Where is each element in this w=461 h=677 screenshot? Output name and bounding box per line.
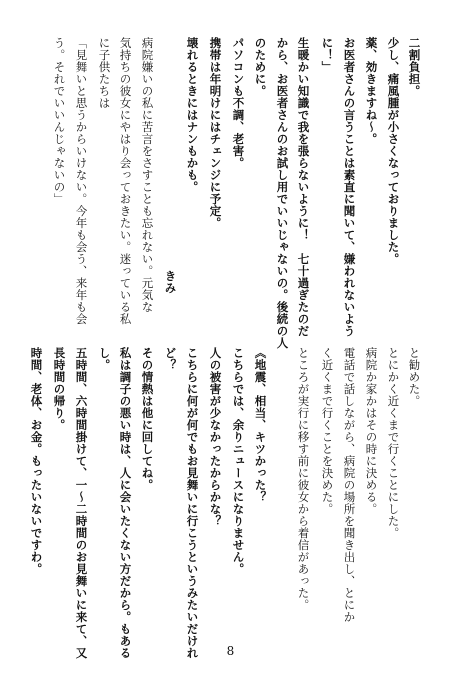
lower-line: 私は調子の悪い時は、人に会いたくない方だから。もある [118,347,133,659]
lower-line: く近くまで行くことを決めた。 [320,347,335,515]
lower-line: 五時間、六時間掛けて、一～二時間のお見舞いに来て、又 [74,347,89,659]
lower-line: 長時間の帰り。 [52,347,67,431]
upper-line: 少し、痛風腫が小さくなっておりました。 [386,37,401,265]
signature-line: きみ [163,270,178,294]
lower-line: とにかく近くまで行くことにした。 [386,347,401,539]
lower-line: と勧めた。 [407,347,422,407]
upper-line: のために。 [253,37,268,97]
lower-line: ど？ [163,347,178,371]
upper-line: 生暖かい知識で我を張らないように！ 七十過ぎたのだ [296,37,311,337]
lower-line: 時間、老体、お金。もったいないですわ。 [29,347,44,575]
lower-line: 病院か家かはその時に決める。 [364,347,379,515]
page-number: 8 [226,644,235,658]
lower-line: ところが実行に移す前に彼女から着信があった。 [296,347,311,611]
upper-line: 壊れるときにはナンもかも。 [185,37,200,193]
lower-line: 《地震、相当、キツかった？ [253,347,268,503]
lower-line: その情熱は他に回してね。 [140,347,155,491]
lower-line: こちらでは、余りニュースになりません。 [231,347,246,575]
upper-line: に子供たちは [97,37,112,109]
upper-line: 薬、効きますね～。 [364,37,379,145]
lower-line: 人の被害が少なかったからかな？ [208,347,223,527]
upper-line: お医者さんの言うことは素直に聞いて、嫌われないよう [342,37,357,337]
upper-line: から、お医者さんのお試し用でいいじゃないの。後続の人 [275,37,290,349]
upper-line: う。それでいいんじゃないの」 [52,37,67,205]
upper-line: 病院嫌いの私に苦言をさすことも忘れない。元気な [140,37,155,313]
lower-line: こちらに何が何でもお見舞いに行こうというみたいだけれ [185,347,200,659]
upper-line: 二割負担。 [407,37,422,97]
upper-line: パソコンも不調、老害。 [231,37,246,169]
upper-line: 携帯は年明けにはチェンジに予定。 [208,37,223,229]
upper-line: 「見舞いと思うからいけない。今年も会う、来年も会 [74,37,89,325]
lower-line: 電話で話しながら、病院の場所を聞き出し、とにか [342,347,357,623]
upper-line: に！」 [320,37,335,73]
upper-line: 気持ちの彼女にやはり会っておきたい。迷っている私 [118,37,133,325]
lower-line: し。 [97,347,112,371]
